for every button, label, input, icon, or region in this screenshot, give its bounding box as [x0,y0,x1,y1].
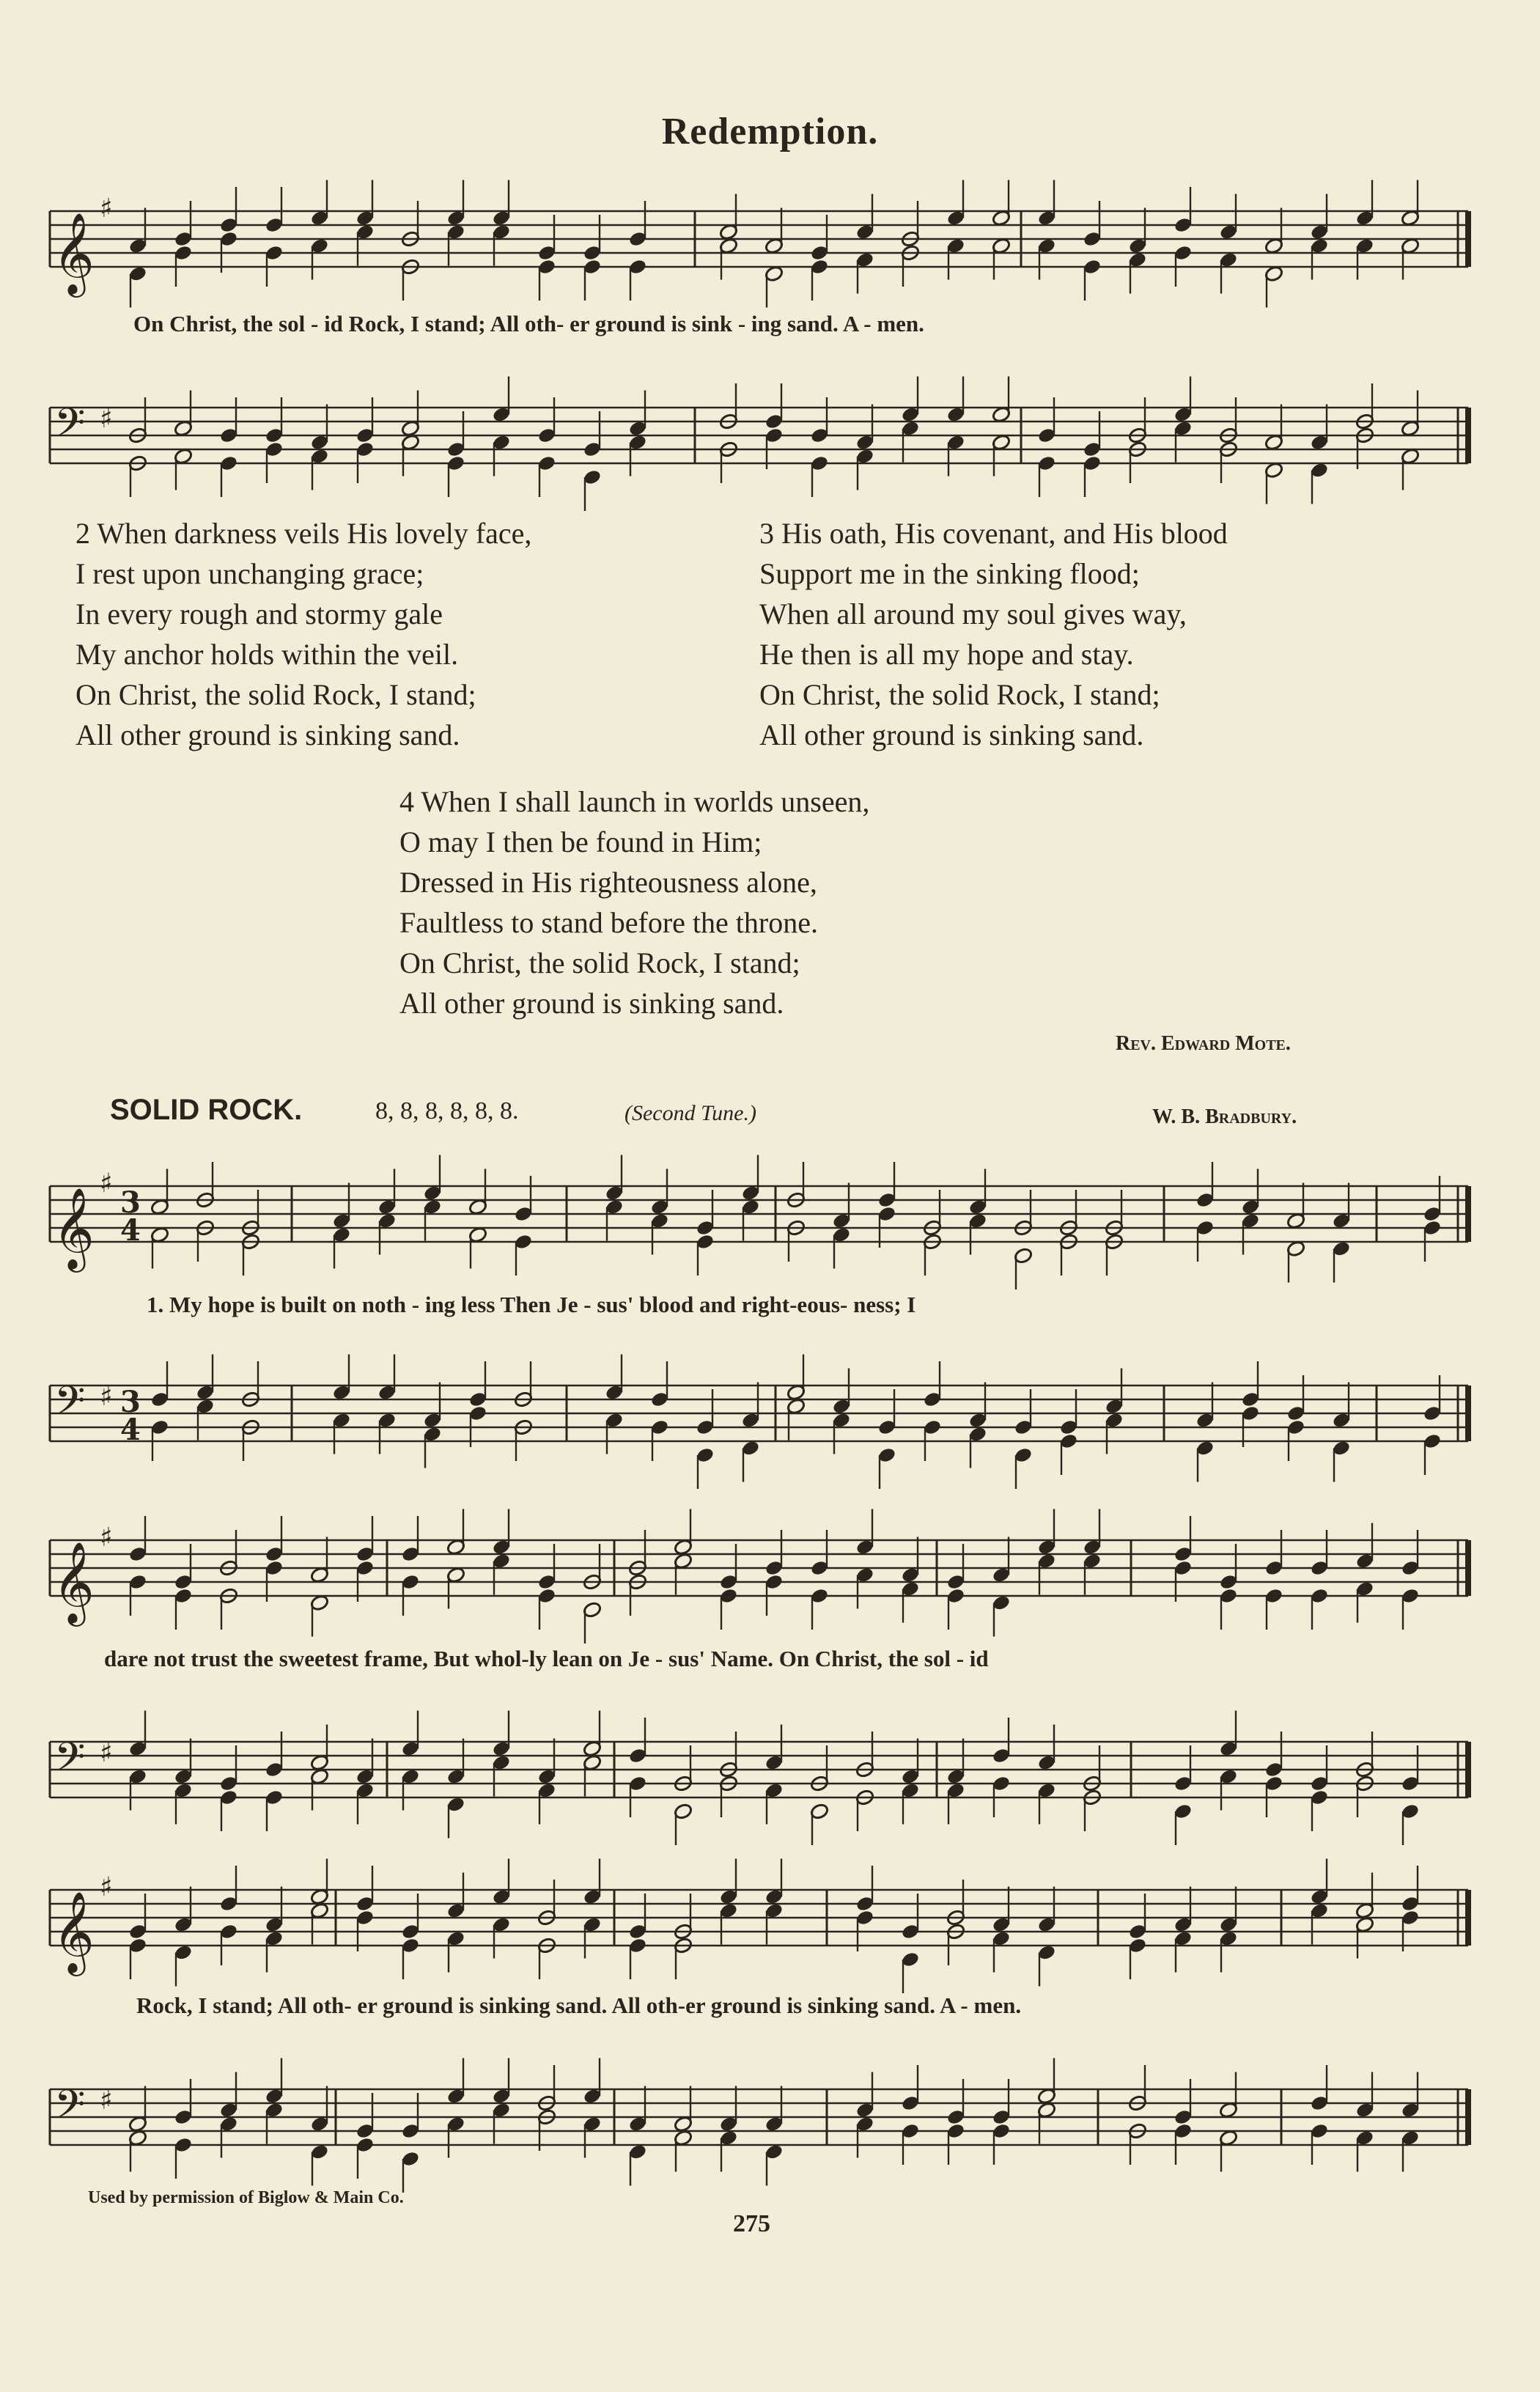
sharp-icon: ♯ [100,1169,113,1199]
lyric-line: dare not trust the sweetest frame, But whol-ly lean on Je - sus' Name. On Christ, the sol - id [104,1646,989,1671]
sharp-icon: ♯ [100,404,113,434]
sharp-icon: ♯ [100,1523,113,1553]
bass-staff [50,1358,1428,1468]
sharp-icon: ♯ [100,1872,113,1902]
permission-note: Used by permission of Biglow & Main Co. [88,2188,404,2207]
bass-staff [50,380,1428,490]
verse-line: In every rough and stormy gale [75,597,443,630]
verse-line: Support me in the sinking flood; [759,557,1140,590]
meter: 8, 8, 8, 8, 8, 8. [375,1097,519,1125]
time-signature-bottom: 4 [120,1413,141,1447]
bass-staff [50,1714,1428,1824]
verse-2 [75,513,531,755]
time-signature-bottom: 4 [120,1213,141,1248]
lyric-line: 1. My hope is built on noth - ing less Then Je - sus' blood and right-eous- ness; I [147,1292,916,1317]
verse-line: All other ground is sinking sand. [399,987,784,1020]
verse-line: 4 When I shall launch in worlds unseen, [399,785,870,818]
bass-clef-icon: 𝄢 [54,400,86,456]
treble-clef-icon: 𝄞 [53,212,95,294]
verse-line: Dressed in His righteousness alone, [399,866,817,899]
second-tune-note: (Second Tune.) [625,1101,756,1125]
bass-staff [50,2061,1428,2171]
treble-staff [50,183,1428,293]
author-credit: Rev. Edward Mote. [1116,1032,1291,1055]
verse-line: Faultless to stand before the throne. [399,906,818,939]
verse-4 [399,781,869,1023]
treble-clef-icon: 𝄞 [53,1541,95,1623]
lyric-line: On Christ, the sol - id Rock, I stand; All oth- er ground is sink - ing sand. A - men. [133,311,924,336]
verse-line: O may I then be found in Him; [399,825,762,858]
bass-clef-icon: 𝄢 [54,2081,86,2138]
verse-line: My anchor holds within the veil. [75,638,459,671]
sharp-icon: ♯ [100,1382,113,1412]
bass-clef-icon: 𝄢 [54,1377,86,1434]
verse-line: 2 When darkness veils His lovely face, [75,517,532,550]
treble-clef-icon: 𝄞 [53,1891,95,1973]
verse-line: 3 His oath, His covenant, and His blood [759,517,1228,550]
verse-line: I rest upon unchanging grace; [75,557,424,590]
composer-credit: W. B. Bradbury. [1152,1105,1297,1128]
verse-line: He then is all my hope and stay. [759,638,1134,671]
page-number: 275 [733,2210,770,2237]
treble-staff [50,1862,1428,1972]
sharp-icon: ♯ [100,2086,113,2116]
sharp-icon: ♯ [100,194,113,224]
treble-staff [50,1158,1428,1268]
verse-line: On Christ, the solid Rock, I stand; [399,946,800,979]
time-signature-top: 3 [120,1185,141,1220]
verse-3 [759,513,1228,755]
tune-name: SOLID ROCK. [110,1094,303,1126]
lyric-line: Rock, I stand; All oth- er ground is sinking sand. All oth-er ground is sinking sand. A - men. [136,1992,1022,2018]
verse-line: When all around my soul gives way, [759,597,1187,630]
treble-clef-icon: 𝄞 [53,1187,95,1269]
treble-staff [50,1512,1428,1622]
hymn-title: Redemption. [661,111,879,152]
bass-clef-icon: 𝄢 [54,1734,86,1790]
verse-line: On Christ, the solid Rock, I stand; [759,678,1160,711]
verse-line: On Christ, the solid Rock, I stand; [75,678,476,711]
verse-line: All other ground is sinking sand. [75,718,460,751]
verse-line: All other ground is sinking sand. [759,718,1144,751]
time-signature-top: 3 [120,1385,141,1419]
sharp-icon: ♯ [100,1738,113,1768]
